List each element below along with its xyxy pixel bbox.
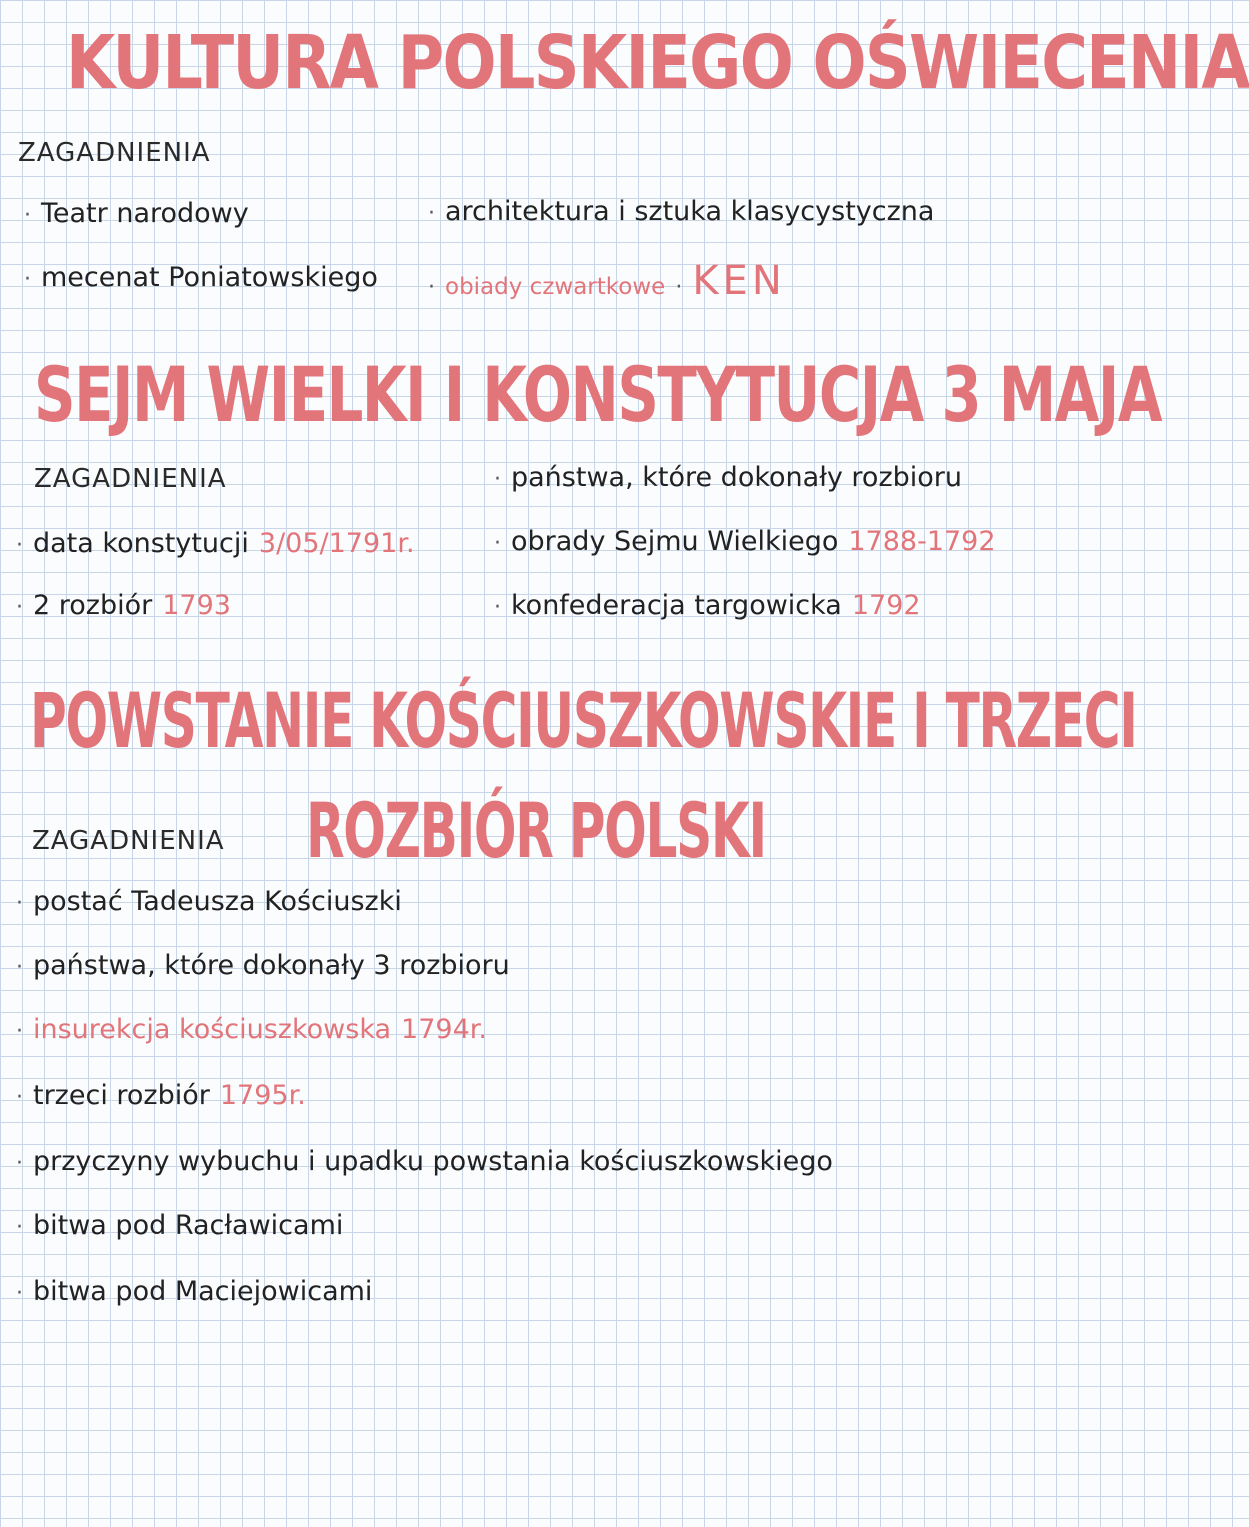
list-item bbox=[24, 262, 378, 293]
list-item bbox=[428, 258, 786, 304]
item-text: mecenat Poniatowskiego bbox=[41, 262, 378, 293]
list-item bbox=[16, 1276, 372, 1307]
list-item bbox=[16, 528, 415, 559]
bullet: · bbox=[16, 955, 23, 980]
section3-title-line1: POWSTANIE KOŚCIUSZKOWSKIE I TRZECI bbox=[30, 676, 1137, 765]
item-text: postać Tadeusza Kościuszki bbox=[33, 886, 402, 917]
item-text: trzeci rozbiór bbox=[33, 1080, 210, 1111]
list-item bbox=[16, 950, 510, 981]
list-item bbox=[16, 590, 231, 621]
list-item bbox=[16, 1080, 306, 1111]
list-item bbox=[494, 462, 962, 493]
bullet: · bbox=[494, 531, 501, 556]
list-item bbox=[24, 198, 249, 229]
item-text: państwa, które dokonały 3 rozbioru bbox=[33, 950, 510, 981]
list-item bbox=[16, 886, 402, 917]
bullet: · bbox=[24, 267, 31, 292]
item-text: konfederacja targowicka bbox=[511, 590, 842, 621]
section2-title: SEJM WIELKI I KONSTYTUCJA 3 MAJA bbox=[34, 350, 1162, 439]
bullet: · bbox=[675, 275, 683, 300]
bullet: · bbox=[494, 595, 501, 620]
section3-title-line2: ROZBIÓR POLSKI bbox=[306, 786, 766, 875]
item-text: bitwa pod Racławicami bbox=[33, 1210, 344, 1241]
bullet: · bbox=[16, 1019, 23, 1044]
list-item bbox=[494, 526, 996, 557]
list-item bbox=[16, 1146, 833, 1177]
item-text: obiady czwartkowe bbox=[445, 274, 666, 300]
item-text: obrady Sejmu Wielkiego bbox=[511, 526, 839, 557]
bullet: · bbox=[16, 1281, 23, 1306]
item-text: architektura i sztuka klasycystyczna bbox=[445, 196, 935, 227]
item-value: KEN bbox=[692, 258, 786, 304]
item-value: 3/05/1791r. bbox=[258, 528, 415, 559]
item-text: Teatr narodowy bbox=[41, 198, 249, 229]
bullet: · bbox=[16, 891, 23, 916]
bullet: · bbox=[16, 1151, 23, 1176]
bullet: · bbox=[16, 595, 23, 620]
bullet: · bbox=[428, 201, 435, 226]
item-text: bitwa pod Maciejowicami bbox=[33, 1276, 373, 1307]
item-value: 1793 bbox=[162, 590, 231, 621]
section1-title: KULTURA POLSKIEGO OŚWIECENIA bbox=[66, 20, 1249, 106]
section2-label: ZAGADNIENIA bbox=[34, 464, 227, 494]
item-value: 1794r. bbox=[401, 1014, 487, 1045]
item-text: przyczyny wybuchu i upadku powstania kościuszkowskiego bbox=[33, 1146, 833, 1177]
item-text: 2 rozbiór bbox=[33, 590, 153, 621]
bullet: · bbox=[24, 203, 31, 228]
bullet: · bbox=[16, 1085, 23, 1110]
section1-label: ZAGADNIENIA bbox=[18, 138, 211, 168]
list-item bbox=[428, 196, 934, 227]
item-value: 1795r. bbox=[219, 1080, 306, 1111]
item-text: państwa, które dokonały rozbioru bbox=[511, 462, 962, 493]
list-item bbox=[16, 1014, 487, 1045]
item-text: insurekcja kościuszkowska bbox=[33, 1014, 392, 1045]
bullet: · bbox=[16, 1215, 23, 1240]
list-item bbox=[16, 1210, 343, 1241]
bullet: · bbox=[428, 275, 435, 300]
item-text: data konstytucji bbox=[33, 528, 249, 559]
list-item bbox=[494, 590, 921, 621]
item-value: 1792 bbox=[851, 590, 921, 621]
section3-label: ZAGADNIENIA bbox=[32, 826, 225, 856]
bullet: · bbox=[16, 533, 23, 558]
item-value: 1788-1792 bbox=[848, 526, 996, 557]
bullet: · bbox=[494, 467, 501, 492]
